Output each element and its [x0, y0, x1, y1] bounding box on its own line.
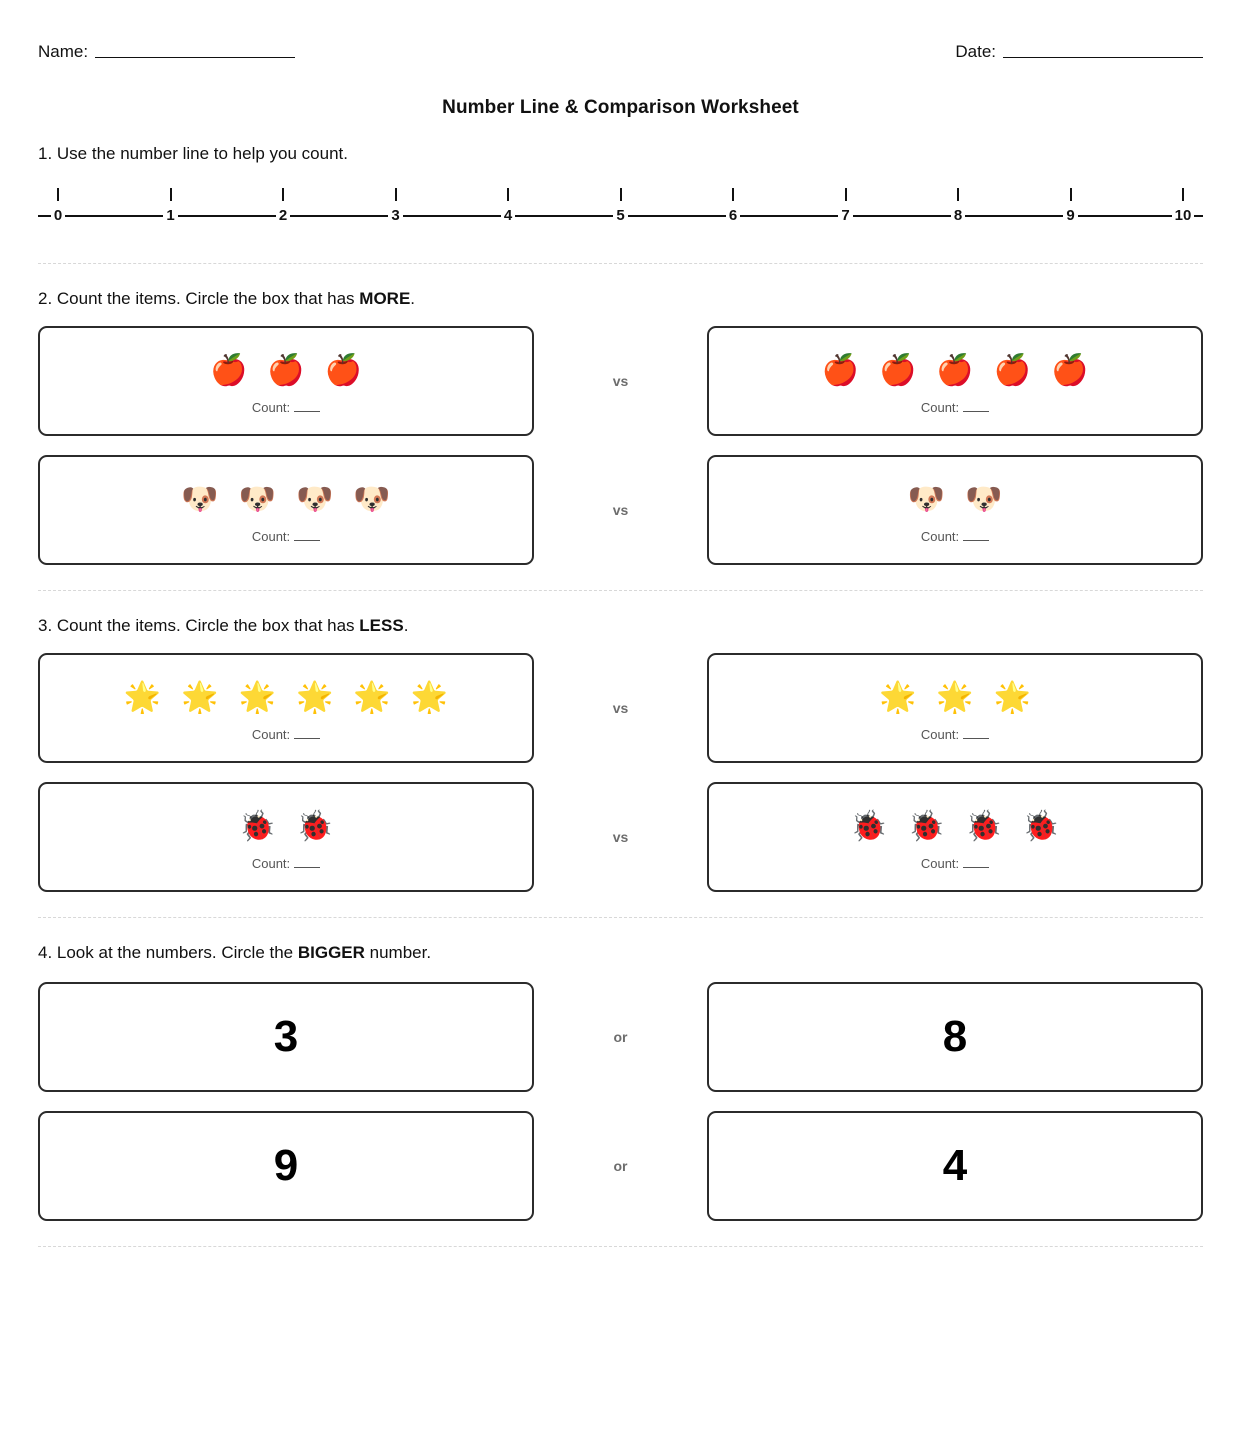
- glowing-star-icon: 🌟: [123, 680, 172, 714]
- comparison-row: [38, 782, 1203, 892]
- prompt-bigger-keyword: BIGGER: [297, 943, 365, 962]
- apple-icon: 🍎: [936, 353, 984, 387]
- number-box-right[interactable]: [707, 982, 1203, 1092]
- item-group: [224, 808, 349, 846]
- count-box-right[interactable]: [707, 326, 1203, 436]
- glowing-star-icon: 🌟: [936, 680, 984, 714]
- section-separator: [38, 1246, 1203, 1247]
- section-separator: [38, 917, 1203, 918]
- count-box-left[interactable]: [38, 653, 534, 763]
- glowing-star-icon: 🌟: [296, 680, 344, 714]
- number-line-tick-2: [268, 188, 298, 225]
- tick-label: 8: [951, 208, 965, 224]
- tick-mark-icon: [957, 188, 959, 201]
- comparison-separator-label: vs: [612, 502, 629, 518]
- tick-mark-icon: [282, 188, 284, 201]
- number-line-tick-4: [493, 188, 523, 225]
- dog-face-icon: 🐶: [181, 482, 229, 516]
- count-box-left[interactable]: [38, 326, 534, 436]
- number-line-tick-7: [831, 188, 861, 225]
- item-group: [807, 352, 1104, 390]
- number-value: 9: [273, 1141, 299, 1190]
- count-label: Count:: [920, 726, 960, 742]
- count-label: Count:: [920, 855, 960, 871]
- comparison-row: [38, 326, 1203, 436]
- prompt-more: [38, 289, 1203, 309]
- count-answer-line[interactable]: [252, 400, 320, 415]
- tick-label: 7: [838, 208, 852, 224]
- item-group: [195, 352, 377, 390]
- prompt-bigger-before: 4. Look at the numbers. Circle the: [38, 943, 298, 962]
- apple-icon: 🍎: [267, 353, 315, 387]
- number-box-left[interactable]: [38, 1111, 534, 1221]
- ladybug-icon: 🐞: [965, 809, 1013, 843]
- name-field-group: [38, 43, 295, 60]
- tick-mark-icon: [620, 188, 622, 201]
- number-value: 4: [942, 1141, 968, 1190]
- dog-face-icon: 🐶: [296, 482, 344, 516]
- number-line-tick-6: [718, 188, 748, 225]
- count-answer-line[interactable]: [921, 529, 989, 544]
- count-box-left[interactable]: [38, 455, 534, 565]
- tick-label: 9: [1063, 208, 1077, 224]
- count-label: Count:: [920, 528, 960, 544]
- count-box-right[interactable]: [707, 653, 1203, 763]
- ladybug-icon: 🐞: [296, 809, 344, 843]
- date-field-group: [955, 43, 1203, 60]
- apple-icon: 🍎: [324, 353, 373, 387]
- prompt-less-after: .: [403, 616, 409, 635]
- tick-label: 5: [613, 208, 627, 224]
- section-separator: [38, 263, 1203, 264]
- ladybug-icon: 🐞: [238, 809, 286, 843]
- count-answer-line[interactable]: [921, 727, 989, 742]
- tick-mark-icon: [1182, 188, 1184, 201]
- more-comparison-rows: [38, 326, 1203, 565]
- prompt-less: [38, 616, 1203, 636]
- item-group: [835, 808, 1074, 846]
- count-answer-line[interactable]: [252, 856, 320, 871]
- apple-icon: 🍎: [209, 353, 258, 387]
- ladybug-icon: 🐞: [1022, 809, 1070, 843]
- tick-label: 10: [1172, 208, 1195, 224]
- item-group: [109, 679, 463, 717]
- tick-label: 4: [501, 208, 515, 224]
- ladybug-icon: 🐞: [850, 809, 898, 843]
- glowing-star-icon: 🌟: [181, 680, 229, 714]
- prompt-bigger-after: number.: [364, 943, 432, 962]
- tick-mark-icon: [845, 188, 847, 201]
- count-label: Count:: [251, 528, 291, 544]
- count-label: Count:: [251, 726, 291, 742]
- number-separator-label: or: [613, 1158, 628, 1174]
- comparison-row: [38, 653, 1203, 763]
- item-group: [893, 481, 1018, 519]
- tick-label: 0: [51, 208, 65, 224]
- prompt-bigger: [38, 943, 1203, 963]
- prompt-less-keyword: LESS: [359, 616, 404, 635]
- number-line-tick-3: [381, 188, 411, 225]
- number-compare-row: [38, 1111, 1203, 1221]
- tick-mark-icon: [1070, 188, 1072, 201]
- dog-face-icon: 🐶: [965, 482, 1013, 516]
- prompt-more-after: .: [410, 289, 416, 308]
- number-compare-row: [38, 982, 1203, 1092]
- number-line-tick-0: [43, 188, 73, 225]
- number-line-tick-5: [606, 188, 636, 225]
- comparison-separator-label: vs: [612, 829, 629, 845]
- name-write-line[interactable]: [95, 57, 295, 58]
- count-answer-line[interactable]: [252, 529, 320, 544]
- number-box-left[interactable]: [38, 982, 534, 1092]
- number-box-right[interactable]: [707, 1111, 1203, 1221]
- tick-mark-icon: [395, 188, 397, 201]
- count-blank[interactable]: [963, 529, 989, 541]
- page-title: Number Line & Comparison Worksheet: [442, 97, 799, 118]
- section-separator: [38, 590, 1203, 591]
- number-value: 8: [942, 1012, 968, 1061]
- tick-label: 2: [276, 208, 290, 224]
- number-line: [38, 188, 1203, 238]
- prompt-number-line: 1. Use the number line to help you count.: [38, 144, 348, 163]
- tick-label: 1: [163, 208, 177, 224]
- prompt-less-before: 3. Count the items. Circle the box that has: [38, 616, 360, 635]
- tick-mark-icon: [170, 188, 172, 201]
- bigger-number-rows: [38, 982, 1203, 1221]
- date-label: Date:: [955, 42, 996, 61]
- name-date-header: [38, 30, 1203, 60]
- number-line-tick-10: [1168, 188, 1198, 225]
- tick-mark-icon: [732, 188, 734, 201]
- count-blank[interactable]: [963, 400, 989, 412]
- count-blank[interactable]: [294, 856, 320, 868]
- glowing-star-icon: 🌟: [238, 680, 286, 714]
- name-label: Name:: [38, 42, 89, 61]
- count-label: Count:: [920, 399, 960, 415]
- comparison-row: [38, 455, 1203, 565]
- item-group: [864, 679, 1046, 717]
- number-line-tick-8: [943, 188, 973, 225]
- glowing-star-icon: 🌟: [993, 680, 1042, 714]
- apple-icon: 🍎: [878, 353, 927, 387]
- number-value: 3: [273, 1012, 299, 1061]
- count-blank[interactable]: [294, 529, 320, 541]
- apple-icon: 🍎: [993, 353, 1042, 387]
- tick-label: 3: [388, 208, 402, 224]
- count-blank[interactable]: [963, 727, 989, 739]
- item-group: [166, 481, 405, 519]
- count-box-right[interactable]: [707, 455, 1203, 565]
- tick-mark-icon: [57, 188, 59, 201]
- apple-icon: 🍎: [821, 353, 869, 387]
- count-answer-line[interactable]: [252, 727, 320, 742]
- tick-mark-icon: [507, 188, 509, 201]
- count-blank[interactable]: [294, 400, 320, 412]
- count-box-right[interactable]: [707, 782, 1203, 892]
- dog-face-icon: 🐶: [353, 482, 401, 516]
- prompt-more-keyword: MORE: [359, 289, 411, 308]
- count-label: Count:: [251, 855, 291, 871]
- count-blank[interactable]: [294, 727, 320, 739]
- less-comparison-rows: [38, 653, 1203, 892]
- apple-icon: 🍎: [1051, 353, 1099, 387]
- dog-face-icon: 🐶: [907, 482, 955, 516]
- count-box-left[interactable]: [38, 782, 534, 892]
- comparison-separator-label: vs: [612, 700, 629, 716]
- count-blank[interactable]: [963, 856, 989, 868]
- count-answer-line[interactable]: [921, 400, 989, 415]
- glowing-star-icon: 🌟: [353, 680, 401, 714]
- prompt-more-before: 2. Count the items. Circle the box that has: [38, 289, 360, 308]
- count-label: Count:: [251, 399, 291, 415]
- comparison-separator-label: vs: [612, 373, 629, 389]
- count-answer-line[interactable]: [921, 856, 989, 871]
- number-line-tick-1: [156, 188, 186, 225]
- tick-label: 6: [726, 208, 740, 224]
- glowing-star-icon: 🌟: [410, 680, 459, 714]
- number-line-tick-9: [1056, 188, 1086, 225]
- ladybug-icon: 🐞: [907, 809, 955, 843]
- date-write-line[interactable]: [1003, 57, 1203, 58]
- number-separator-label: or: [613, 1029, 628, 1045]
- dog-face-icon: 🐶: [238, 482, 286, 516]
- glowing-star-icon: 🌟: [878, 680, 927, 714]
- number-line-ticks: [53, 188, 1192, 238]
